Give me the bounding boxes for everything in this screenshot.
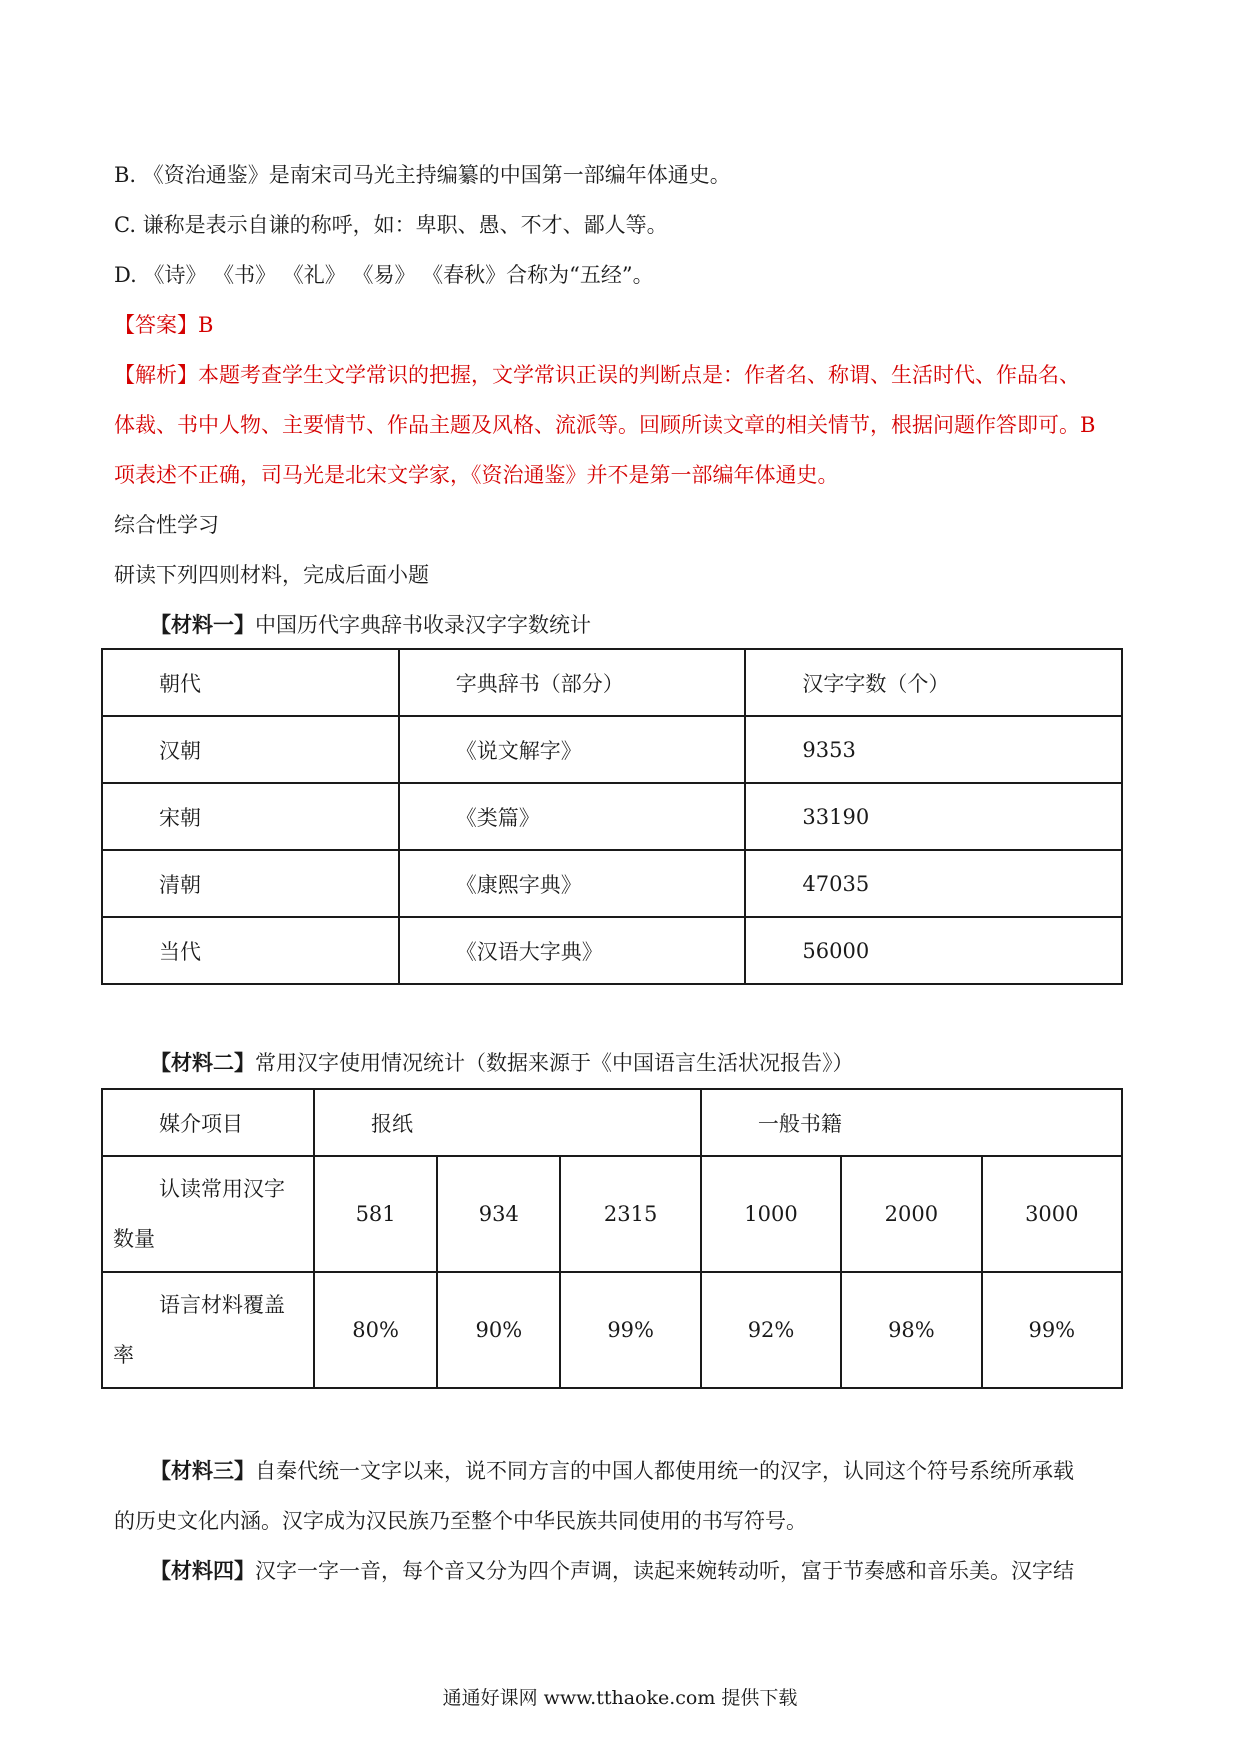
section-title: 综合性学习 xyxy=(114,513,219,537)
table-header-row xyxy=(102,649,1122,716)
material1-title: 中国历代字典辞书收录汉字字数统计 xyxy=(255,613,591,637)
row-label-part: 数量 xyxy=(113,1227,155,1251)
analysis-line-2: 体裁、书中人物、主要情节、作品主题及风格、流派等。回顾所读文章的相关情节，根据问题作答即可。B xyxy=(114,413,1096,437)
table-cell: 92% xyxy=(701,1272,841,1388)
material2-label: 【材料二】 xyxy=(150,1050,255,1075)
table-header-row xyxy=(102,1089,1122,1156)
cell-count: 9353 xyxy=(745,716,1122,783)
table-cell: 1000 xyxy=(701,1156,841,1272)
material3-line-2: 的历史文化内涵。汉字成为汉民族乃至整个中华民族共同使用的书写符号。 xyxy=(114,1509,807,1533)
header-dictionary: 字典辞书（部分） xyxy=(399,649,746,716)
table-cell: 2000 xyxy=(841,1156,981,1272)
material4-line-1 xyxy=(150,1556,1074,1586)
table-row xyxy=(102,850,1122,917)
cell-count: 56000 xyxy=(745,917,1122,984)
option-d: D. 《诗》 《书》 《礼》 《易》 《春秋》合称为“五经”。 xyxy=(114,263,654,287)
answer-label: 【答案】 xyxy=(114,313,198,337)
table-row xyxy=(102,1272,1122,1388)
footer-source: 通通好课网 www.tthaoke.com 提供下载 xyxy=(442,1687,798,1709)
cell-dynasty: 汉朝 xyxy=(102,716,399,783)
table-cell: 99% xyxy=(560,1272,700,1388)
table-row xyxy=(102,783,1122,850)
cell-count: 33190 xyxy=(745,783,1122,850)
cell-dictionary: 《康熙字典》 xyxy=(399,850,746,917)
table-cell: 3000 xyxy=(982,1156,1122,1272)
answer-value: B xyxy=(198,313,214,337)
instruction: 研读下列四则材料，完成后面小题 xyxy=(114,563,429,587)
material4-text-1: 汉字一字一音，每个音又分为四个声调，读起来婉转动听，富于节奏感和音乐美。汉字结 xyxy=(255,1559,1074,1583)
material3-line-1 xyxy=(150,1456,1074,1486)
material2-table xyxy=(101,1088,1123,1389)
row-label-coverage xyxy=(102,1272,314,1388)
analysis-label: 【解析】 xyxy=(114,363,198,387)
row-label-char-count xyxy=(102,1156,314,1272)
table-cell: 581 xyxy=(314,1156,437,1272)
table-row xyxy=(102,1156,1122,1272)
row-label-part: 语言材料覆盖 xyxy=(159,1293,285,1317)
table-cell: 80% xyxy=(314,1272,437,1388)
option-b: B. 《资治通鉴》是南宋司马光主持编纂的中国第一部编年体通史。 xyxy=(114,163,731,187)
option-c: C. 谦称是表示自谦的称呼，如：卑职、愚、不才、鄙人等。 xyxy=(114,213,668,237)
material3-label: 【材料三】 xyxy=(150,1458,255,1483)
table-cell: 98% xyxy=(841,1272,981,1388)
header-count: 汉字字数（个） xyxy=(745,649,1122,716)
header-books: 一般书籍 xyxy=(701,1089,1122,1156)
cell-count: 47035 xyxy=(745,850,1122,917)
cell-dynasty: 宋朝 xyxy=(102,783,399,850)
row-label-part: 率 xyxy=(113,1343,134,1367)
material4-label: 【材料四】 xyxy=(150,1558,255,1583)
cell-dictionary: 《类篇》 xyxy=(399,783,746,850)
analysis-line-1 xyxy=(114,360,1080,390)
material2-title: 常用汉字使用情况统计（数据来源于《中国语言生活状况报告》） xyxy=(255,1051,854,1075)
material2-heading xyxy=(150,1048,854,1078)
material1-table xyxy=(101,648,1123,985)
header-newspaper: 报纸 xyxy=(314,1089,701,1156)
table-row xyxy=(102,716,1122,783)
analysis-text-1: 本题考查学生文学常识的把握，文学常识正误的判断点是：作者名、称谓、生活时代、作品名、 xyxy=(198,363,1080,387)
table-cell: 90% xyxy=(437,1272,560,1388)
material1-heading xyxy=(150,610,591,640)
cell-dynasty: 当代 xyxy=(102,917,399,984)
answer-line xyxy=(114,310,213,340)
table-cell: 934 xyxy=(437,1156,560,1272)
analysis-line-3: 项表述不正确，司马光是北宋文学家，《资治通鉴》并不是第一部编年体通史。 xyxy=(114,463,839,487)
row-label-part: 认读常用汉字 xyxy=(159,1177,285,1201)
cell-dictionary: 《汉语大字典》 xyxy=(399,917,746,984)
table-row xyxy=(102,917,1122,984)
material1-label: 【材料一】 xyxy=(150,612,255,637)
cell-dynasty: 清朝 xyxy=(102,850,399,917)
table-cell: 2315 xyxy=(560,1156,700,1272)
material3-text-1: 自秦代统一文字以来，说不同方言的中国人都使用统一的汉字，认同这个符号系统所承载 xyxy=(255,1459,1074,1483)
header-dynasty: 朝代 xyxy=(102,649,399,716)
cell-dictionary: 《说文解字》 xyxy=(399,716,746,783)
header-media: 媒介项目 xyxy=(102,1089,314,1156)
table-cell: 99% xyxy=(982,1272,1122,1388)
